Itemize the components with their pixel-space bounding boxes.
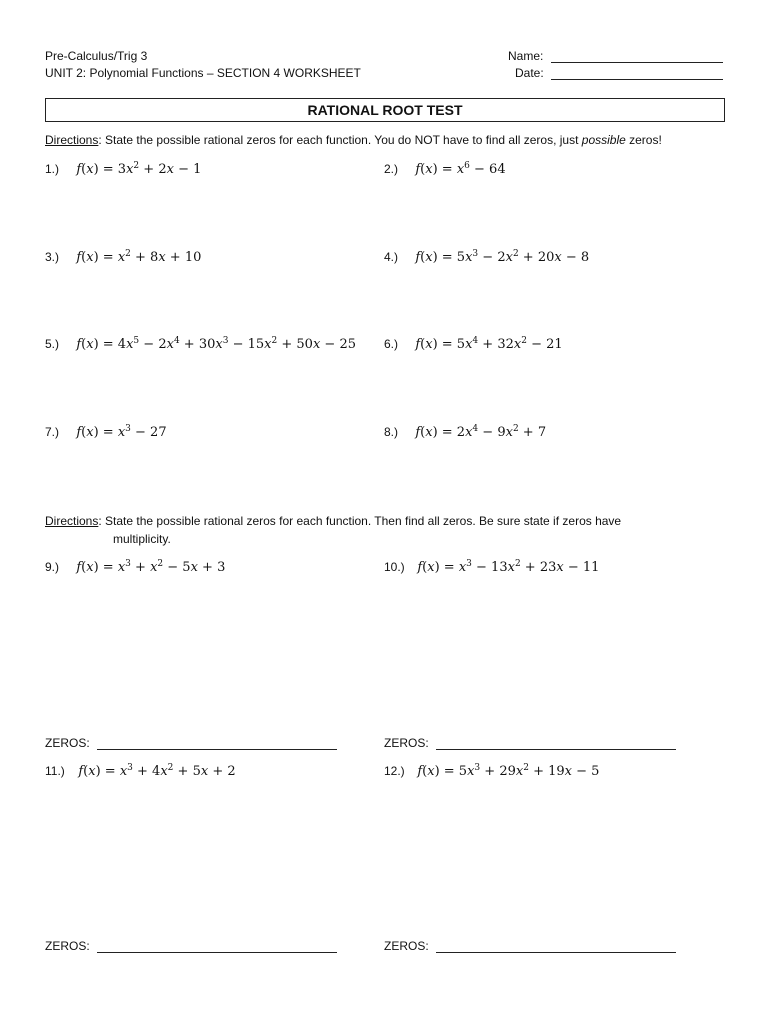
equation: $f(x) = 4x^5 - 2x^4 + 30x^3 - 15x^2 + 50x - 25$ — [76, 336, 356, 352]
problem-number: 4.) — [384, 250, 399, 264]
problem-10 — [384, 560, 599, 575]
problem-12 — [384, 764, 599, 779]
equation: $f(x) = x^3 - 13x^2 + 23x - 11$ — [417, 559, 600, 575]
zeros-answer-12[interactable] — [384, 939, 676, 953]
problem-number: 9.) — [45, 560, 60, 574]
problem-3 — [45, 250, 201, 265]
equation: $f(x) = x^2 + 8x + 10$ — [76, 249, 202, 265]
directions-end: zeros! — [625, 133, 662, 147]
directions-italic: possible — [581, 133, 626, 147]
zeros-line — [97, 942, 337, 953]
equation: $f(x) = x^3 - 27$ — [76, 424, 167, 440]
problem-number: 6.) — [384, 337, 399, 351]
problem-7 — [45, 425, 167, 440]
zeros-answer-9[interactable] — [45, 736, 337, 750]
directions-text: : State the possible rational zeros for each function. Then find all zeros. Be sure state if zeros have — [98, 514, 622, 528]
problem-number: 12.) — [384, 764, 405, 778]
problem-1 — [45, 162, 201, 177]
name-field[interactable] — [508, 49, 723, 63]
problem-number: 1.) — [45, 162, 60, 176]
equation: $f(x) = x^3 + x^2 - 5x + 3$ — [76, 559, 226, 575]
equation: $f(x) = 5x^3 + 29x^2 + 19x - 5$ — [417, 763, 600, 779]
problem-number: 7.) — [45, 425, 60, 439]
problem-number: 3.) — [45, 250, 60, 264]
equation: $f(x) = 2x^4 - 9x^2 + 7$ — [415, 424, 547, 440]
date-line — [551, 69, 723, 80]
zeros-line — [436, 739, 676, 750]
directions-text: : State the possible rational zeros for each function. You do NOT have to find all zeros, just — [98, 133, 582, 147]
zeros-answer-11[interactable] — [45, 939, 337, 953]
equation: $f(x) = x^3 + 4x^2 + 5x + 2$ — [78, 763, 236, 779]
name-line — [551, 52, 723, 63]
date-label: Date: — [515, 66, 544, 80]
zeros-answer-10[interactable] — [384, 736, 676, 750]
problem-4 — [384, 250, 589, 265]
problem-number: 8.) — [384, 425, 399, 439]
date-field[interactable] — [515, 66, 723, 80]
unit-title: UNIT 2: Polynomial Functions – SECTION 4 WORKSHEET — [45, 66, 361, 80]
zeros-label: ZEROS: — [384, 939, 429, 953]
problem-6 — [384, 337, 563, 352]
directions-label: Directions — [45, 514, 99, 528]
problem-8 — [384, 425, 546, 440]
directions-2 — [45, 514, 621, 528]
zeros-line — [97, 739, 337, 750]
directions-label: Directions — [45, 133, 99, 147]
directions-1 — [45, 133, 662, 147]
problem-5 — [45, 337, 356, 352]
name-label: Name: — [508, 49, 544, 63]
directions-2-line2: multiplicity. — [113, 532, 171, 546]
problem-9 — [45, 560, 225, 575]
equation: $f(x) = 5x^3 - 2x^2 + 20x - 8$ — [415, 249, 590, 265]
zeros-label: ZEROS: — [45, 736, 90, 750]
zeros-label: ZEROS: — [45, 939, 90, 953]
page-title: RATIONAL ROOT TEST — [45, 98, 725, 122]
problem-2 — [384, 162, 506, 177]
problem-number: 5.) — [45, 337, 60, 351]
zeros-line — [436, 942, 676, 953]
problem-11 — [45, 764, 236, 779]
equation: $f(x) = x^6 - 64$ — [415, 161, 506, 177]
zeros-label: ZEROS: — [384, 736, 429, 750]
problem-number: 10.) — [384, 560, 405, 574]
equation: $f(x) = 3x^2 + 2x - 1$ — [76, 161, 202, 177]
course-title: Pre-Calculus/Trig 3 — [45, 49, 148, 63]
problem-number: 2.) — [384, 162, 399, 176]
problem-number: 11.) — [45, 764, 65, 778]
equation: $f(x) = 5x^4 + 32x^2 - 21$ — [415, 336, 563, 352]
